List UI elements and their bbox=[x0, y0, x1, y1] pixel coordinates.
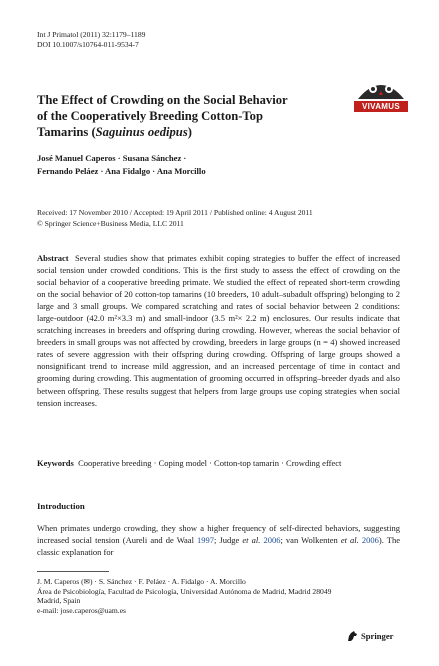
title-line: of the Cooperatively Breeding Cotton-Top bbox=[37, 109, 263, 123]
citation-link[interactable]: 2006 bbox=[260, 535, 281, 546]
citation-link[interactable]: 1997 bbox=[197, 535, 215, 546]
contact-email[interactable]: e-mail: jose.caperos@uam.es bbox=[37, 605, 127, 615]
keywords-label: Keywords bbox=[37, 458, 74, 468]
keywords bbox=[37, 457, 400, 469]
publication-dates: Received: 17 November 2010 / Accepted: 19 April 2011 / Published online: 4 August 2011 bbox=[37, 208, 313, 217]
abstract-text: Several studies show that primates exhibit coping strategies to buffer the effect of increased social tension under crowded conditions. This is the first study to assess the effect of crowding on the social behavior of a cooperative breeding primate. We studied the effect of repeated short-term crowding on the social behavior of 20 cotton-top tamarins (10 breeders, 10 adult–subadult offspring) belonging to 2 large and 3 small groups. We compared scratching and rates of social behavior between 2 conditions: large-outdoor (42.0 m²×3.3 m) and small-indoor (3.5 m²× 2.2 m) enclosures. Our results indicate that scratching increases in breeders and offspring during crowding. However, whereas the social behavior of breeders in small groups was not affected by crowding, breeders in large groups (n = 4) showed increased rates of severe aggression with their offspring during crowding. Offspring of large groups showed a nonsignificant trend to increase mild aggression, and an increased percentage of time in contact and grooming during crowding. This augmentation of grooming occurred in offspring–breeder dyads and also between offspring. These results suggest that helpers from large groups use coping strategies when social tension increases. bbox=[37, 253, 401, 408]
vivamus-logo bbox=[354, 77, 408, 117]
springer-logo bbox=[346, 628, 393, 644]
vivamus-label: VIVAMUS bbox=[354, 101, 408, 112]
owl-emblem-icon bbox=[354, 77, 408, 101]
springer-horse-icon bbox=[346, 630, 358, 642]
author-list bbox=[37, 152, 357, 178]
paper-title bbox=[37, 92, 337, 140]
abstract-label: Abstract bbox=[37, 253, 69, 263]
author-affiliation bbox=[37, 577, 407, 615]
journal-citation: Int J Primatol (2011) 32:1179–1189 bbox=[37, 30, 146, 39]
abstract bbox=[37, 252, 400, 409]
author-line: José Manuel Caperos · Susana Sánchez · bbox=[37, 153, 187, 163]
title-line: Tamarins (Saguinus oedipus) bbox=[37, 125, 192, 139]
introduction-text: When primates undergo crowding, they show a higher frequency of self-directed behaviors, suggesting increased social tension (Aureli and de Waal 1997; Judge et al. 2006; van Wolkenten et al. 2006). The classic explanation for bbox=[37, 523, 400, 558]
publisher-name: Springer bbox=[361, 631, 394, 641]
citation-link[interactable]: 2006 bbox=[358, 535, 379, 546]
affiliation-names: J. M. Caperos (✉) · S. Sánchez · F. Peláez · A. Fidalgo · A. Morcillo bbox=[37, 577, 246, 586]
author-line: Fernando Peláez · Ana Fidalgo · Ana Morcillo bbox=[37, 166, 206, 176]
footnote-divider bbox=[37, 571, 109, 572]
title-line: The Effect of Crowding on the Social Behavior bbox=[37, 93, 288, 107]
affiliation-department: Área de Psicobiología, Facultad de Psicología, Universidad Autónoma de Madrid, Madrid 28049 bbox=[37, 586, 332, 596]
affiliation-city: Madrid, Spain bbox=[37, 596, 81, 606]
copyright-notice: © Springer Science+Business Media, LLC 2011 bbox=[37, 219, 184, 228]
section-heading-introduction: Introduction bbox=[37, 501, 85, 511]
keywords-text: Cooperative breeding · Coping model · Cotton-top tamarin · Crowding effect bbox=[78, 458, 342, 468]
doi: DOI 10.1007/s10764-011-9534-7 bbox=[37, 40, 139, 49]
